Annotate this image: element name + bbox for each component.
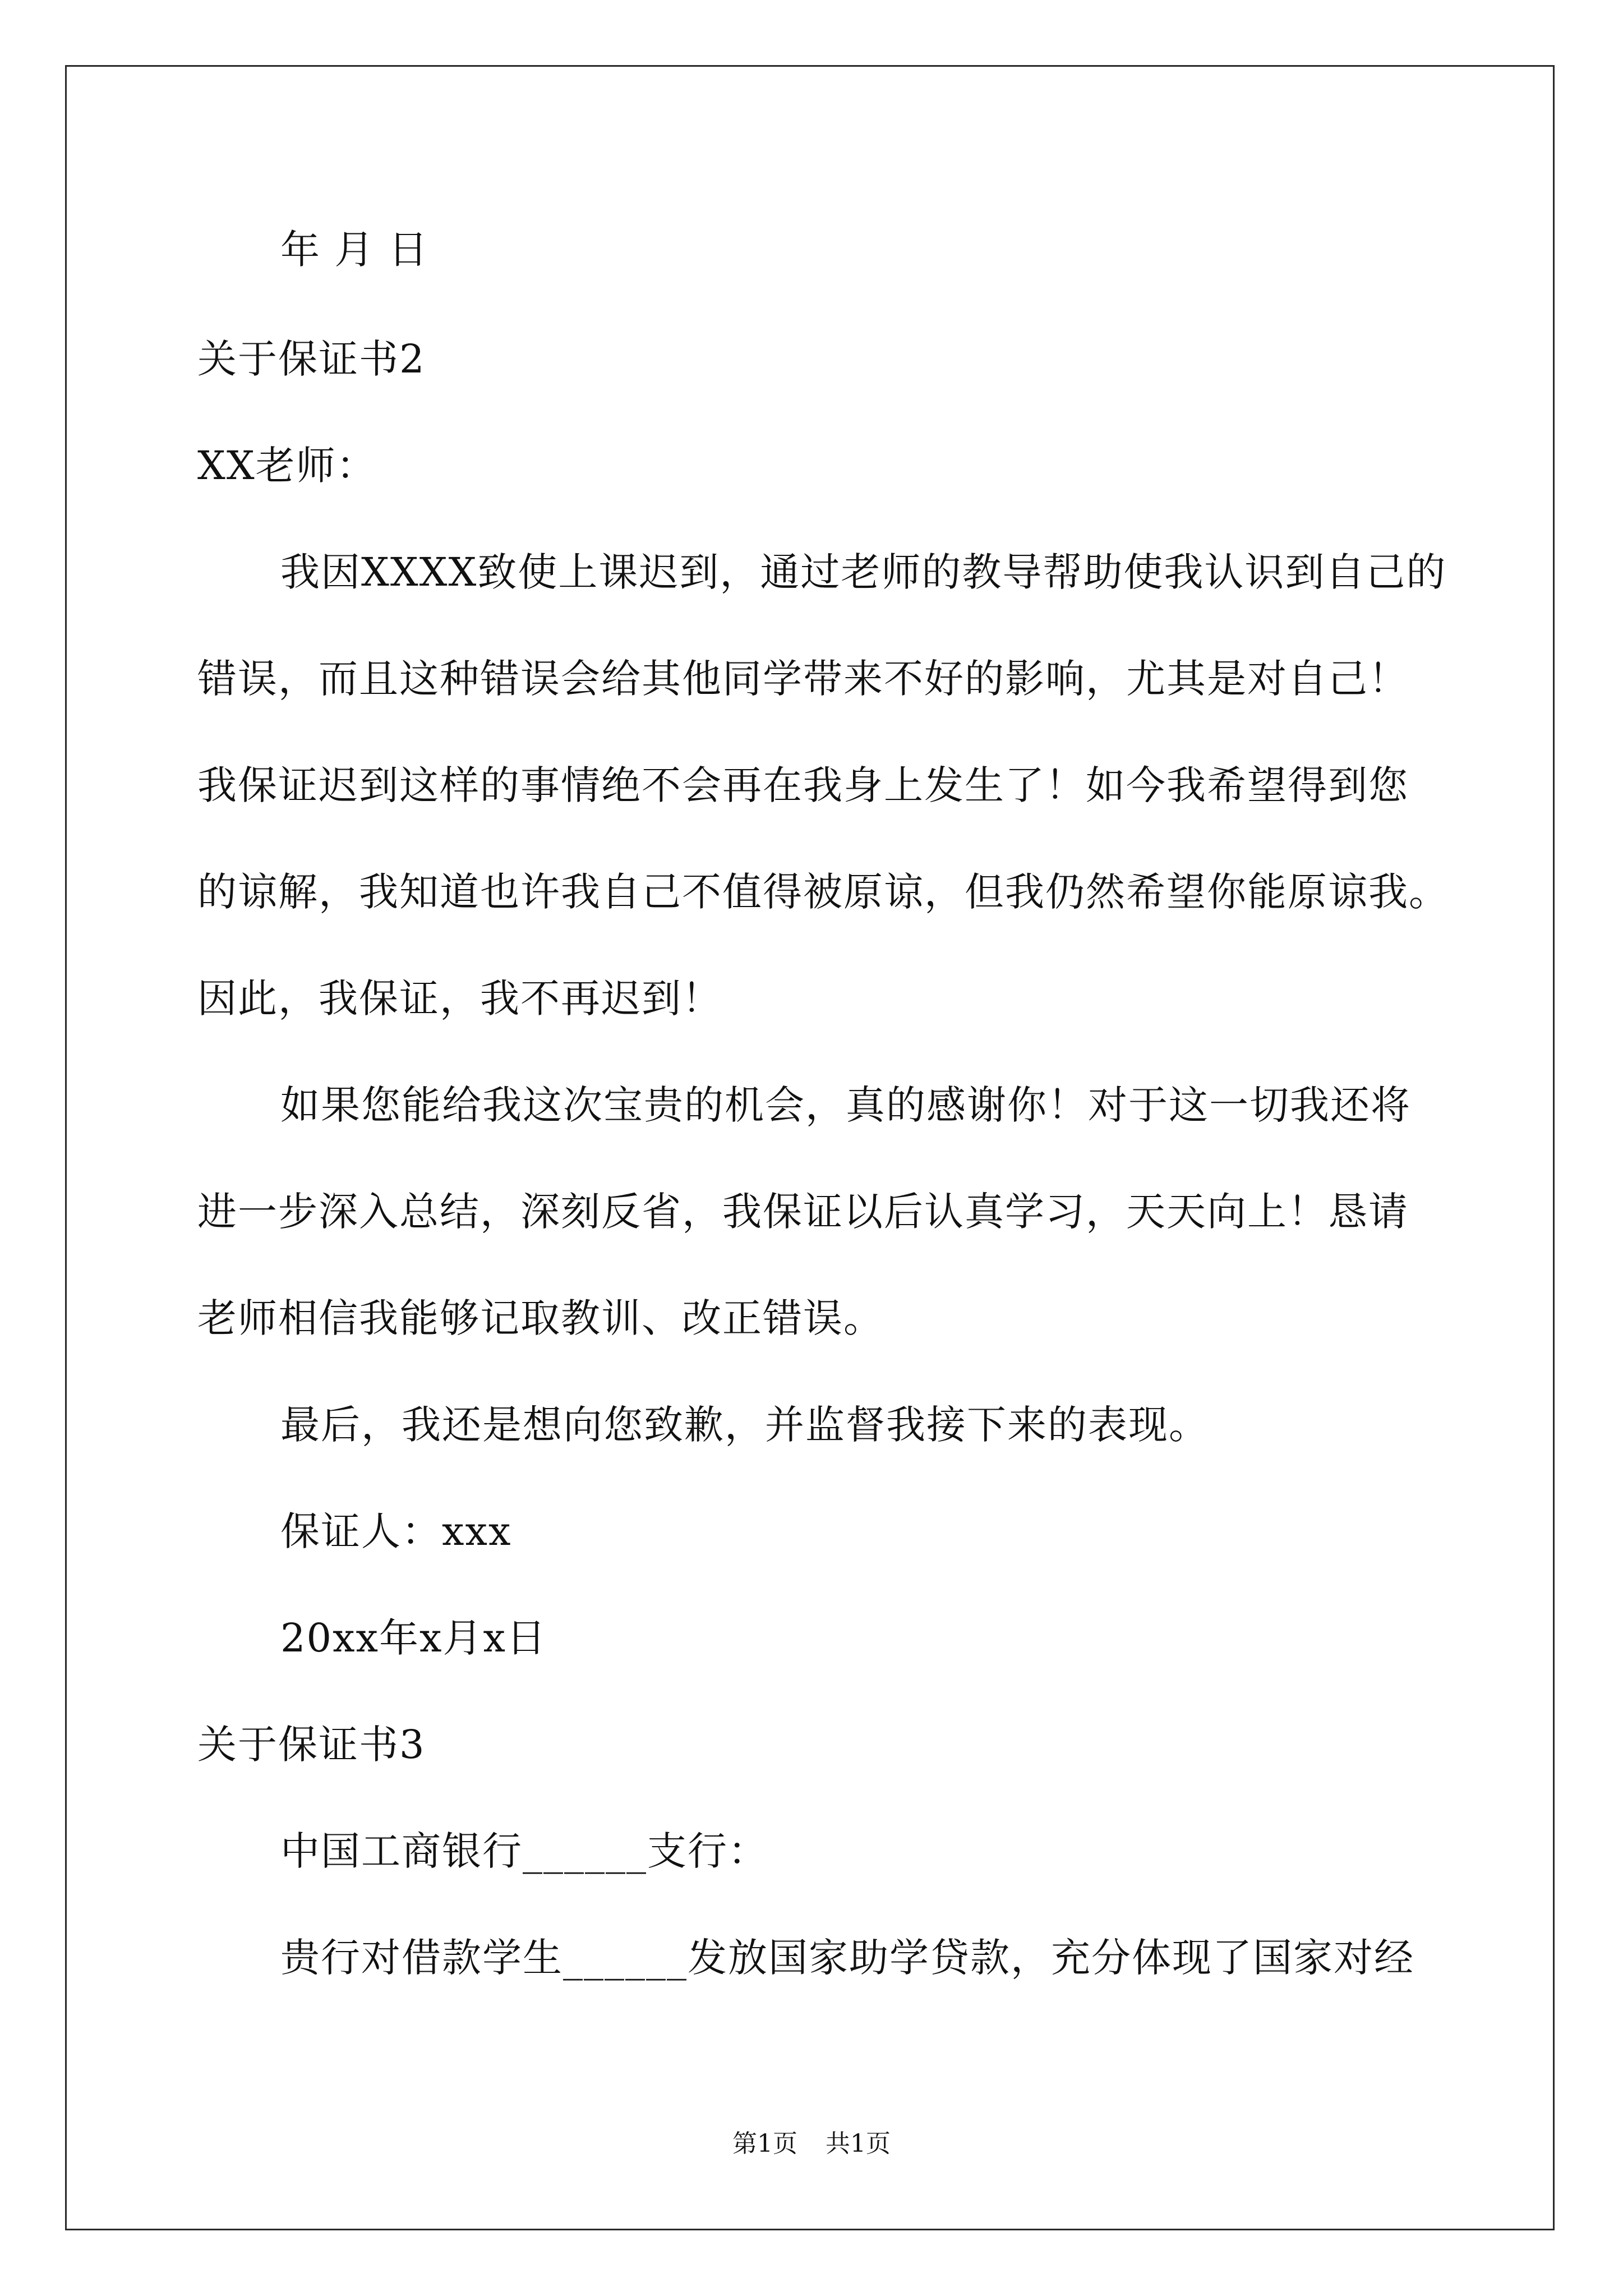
signatory-line: 保证人：xxx bbox=[280, 1508, 512, 1554]
paragraph-line: 我因XXXX致使上课迟到，通过老师的教导帮助使我认识到自己的 bbox=[280, 549, 1447, 595]
paragraph-line: 的谅解，我知道也许我自己不值得被原谅，但我仍然希望你能原谅我。 bbox=[197, 869, 1449, 915]
paragraph-line: 如果您能给我这次宝贵的机会，真的感谢你！对于这一切我还将 bbox=[280, 1082, 1411, 1128]
paragraph-line: 我保证迟到这样的事情绝不会再在我身上发生了！如今我希望得到您 bbox=[197, 762, 1409, 808]
signature-date: 20xx年x月x日 bbox=[280, 1615, 547, 1661]
section-heading-2: 关于保证书2 bbox=[197, 336, 426, 382]
paragraph-line: 错误，而且这种错误会给其他同学带来不好的影响，尤其是对自己！ bbox=[197, 656, 1409, 702]
addressee-line: 中国工商银行______支行： bbox=[280, 1828, 768, 1874]
page-footer bbox=[0, 2129, 1623, 2158]
paragraph-line: 进一步深入总结，深刻反省，我保证以后认真学习，天天向上！恳请 bbox=[197, 1189, 1409, 1235]
paragraph-line: 贵行对借款学生______发放国家助学贷款，充分体现了国家对经 bbox=[280, 1935, 1414, 1981]
section-heading-3: 关于保证书3 bbox=[197, 1722, 426, 1768]
page-border bbox=[65, 65, 1555, 2230]
date-line: 年 月 日 bbox=[280, 227, 429, 273]
salutation: XX老师： bbox=[197, 443, 377, 489]
page-number: 第1页 bbox=[732, 2129, 797, 2158]
page-total: 共1页 bbox=[826, 2129, 891, 2158]
paragraph-line: 因此，我保证，我不再迟到！ bbox=[197, 976, 722, 1022]
paragraph-line: 最后，我还是想向您致歉，并监督我接下来的表现。 bbox=[280, 1402, 1209, 1448]
paragraph-line: 老师相信我能够记取教训、改正错误。 bbox=[197, 1295, 884, 1341]
